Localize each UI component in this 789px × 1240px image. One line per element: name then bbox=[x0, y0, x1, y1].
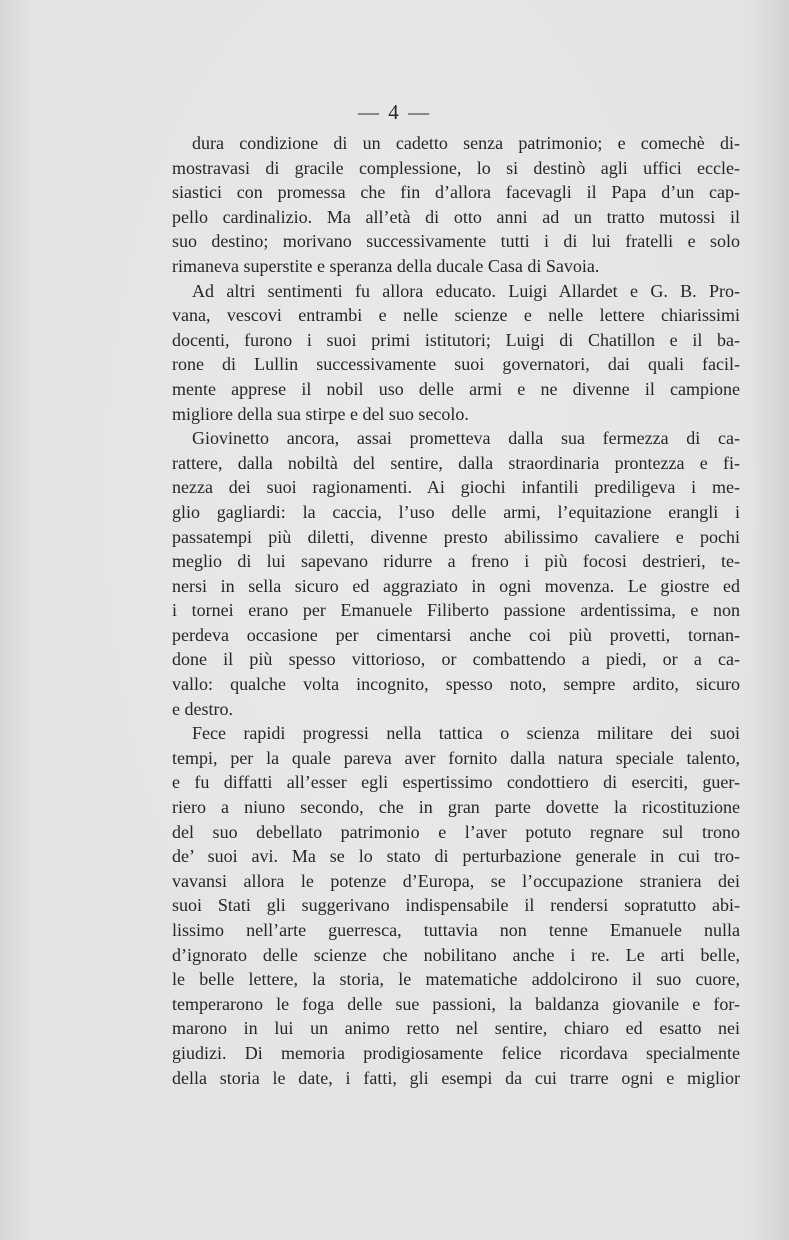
body-text bbox=[172, 131, 740, 1090]
text-line: suo destino; morivano successivamente tutti i di lui fratelli e solo bbox=[172, 231, 740, 252]
text-line: pello cardinalizio. Ma all’età di otto anni ad un tratto mutossi il bbox=[172, 206, 740, 227]
text-line: della storia le date, i fatti, gli esempi da cui trarre ogni e miglior bbox=[172, 1067, 740, 1088]
text-line: rone di Lullin successivamente suoi governatori, dai quali facil- bbox=[172, 354, 740, 375]
text-line: siastici con promessa che fin d’allora facevagli il Papa d’un cap- bbox=[172, 182, 740, 203]
text-line: Fece rapidi progressi nella tattica o scienza militare dei suoi bbox=[192, 723, 740, 744]
text-line: temperarono le foga delle sue passioni, la baldanza giovanile e for- bbox=[172, 993, 740, 1014]
paragraph bbox=[172, 131, 740, 279]
text-line: le belle lettere, la storia, le matematiche addolcirono il suo cuore, bbox=[172, 969, 740, 990]
text-line: vana, vescovi entrambi e nelle scienze e nelle lettere chiarissimi bbox=[172, 305, 740, 326]
text-line: i tornei erano per Emanuele Filiberto passione ardentissima, e non bbox=[172, 600, 740, 621]
text-line: lissimo nell’arte guerresca, tuttavia non tenne Emanuele nulla bbox=[172, 920, 740, 940]
text-line: e fu diffatti all’esser egli espertissimo condottiero di eserciti, guer- bbox=[172, 772, 740, 793]
text-line: rattere, dalla nobiltà del sentire, dalla straordinaria prontezza e fi- bbox=[172, 452, 740, 473]
text-line: mente apprese il nobil uso delle armi e ne divenne il campione bbox=[172, 378, 740, 399]
text-line: nersi in sella sicuro ed aggraziato in ogni movenza. Le giostre ed bbox=[172, 575, 740, 596]
text-line: migliore della sua stirpe e del suo secolo. bbox=[172, 403, 469, 424]
paragraph bbox=[172, 279, 740, 427]
text-line: de’ suoi avi. Ma se lo stato di perturbazione generale in cui tro- bbox=[172, 846, 740, 867]
text-line: tempi, per la quale pareva aver fornito dalla natura speciale talento, bbox=[172, 747, 740, 768]
text-line: d’ignorato delle scienze che nobilitano anche i re. Le arti belle, bbox=[172, 944, 740, 965]
text-line: rimaneva superstite e speranza della ducale Casa di Savoia. bbox=[172, 255, 600, 276]
paragraph bbox=[172, 426, 740, 721]
text-line: riero a niuno secondo, che in gran parte dovette la ricostituzione bbox=[172, 797, 740, 818]
text-line: del suo debellato patrimonio e l’aver potuto regnare sul trono bbox=[172, 821, 740, 842]
text-line: done il più spesso vittorioso, or combattendo a piedi, or a ca- bbox=[172, 649, 740, 670]
text-line: nezza dei suoi ragionamenti. Ai giochi infantili prediligeva i me- bbox=[172, 477, 740, 498]
text-line: perdeva occasione per cimentarsi anche coi più provetti, tornan- bbox=[172, 624, 740, 645]
text-line: e destro. bbox=[172, 698, 233, 719]
text-line: passatempi più diletti, divenne presto abilissimo cavaliere e pochi bbox=[172, 526, 740, 547]
text-line: suoi Stati gli suggerivano indispensabile il rendersi sopratutto abi- bbox=[172, 895, 740, 916]
text-line: giudizi. Di memoria prodigiosamente felice ricordava specialmente bbox=[172, 1042, 740, 1063]
text-line: vavansi allora le potenze d’Europa, se l’occupazione straniera dei bbox=[172, 870, 740, 891]
text-line: Ad altri sentimenti fu allora educato. Luigi Allardet e G. B. Pro- bbox=[192, 280, 740, 301]
text-line: Giovinetto ancora, assai prometteva dalla sua fermezza di ca- bbox=[192, 428, 740, 449]
text-line: mostravasi di gracile complessione, lo si destinò agli uffici eccle- bbox=[172, 157, 740, 178]
text-line: vallo: qualche volta incognito, spesso noto, sempre ardito, sicuro bbox=[172, 674, 740, 695]
paragraph bbox=[172, 721, 740, 1090]
text-line: docenti, furono i suoi primi istitutori; Luigi di Chatillon e il ba- bbox=[172, 329, 740, 350]
text-line: glio gagliardi: la caccia, l’uso delle armi, l’equitazione erangli i bbox=[172, 501, 740, 522]
text-line: marono in lui un animo retto nel sentire, chiaro ed esatto nei bbox=[172, 1018, 740, 1039]
text-line: dura condizione di un cadetto senza patrimonio; e comechè di- bbox=[192, 133, 740, 153]
text-line: meglio di lui sapevano ridurre a freno i più focosi destrieri, te- bbox=[172, 551, 740, 572]
page-number: — 4 — bbox=[358, 100, 431, 124]
